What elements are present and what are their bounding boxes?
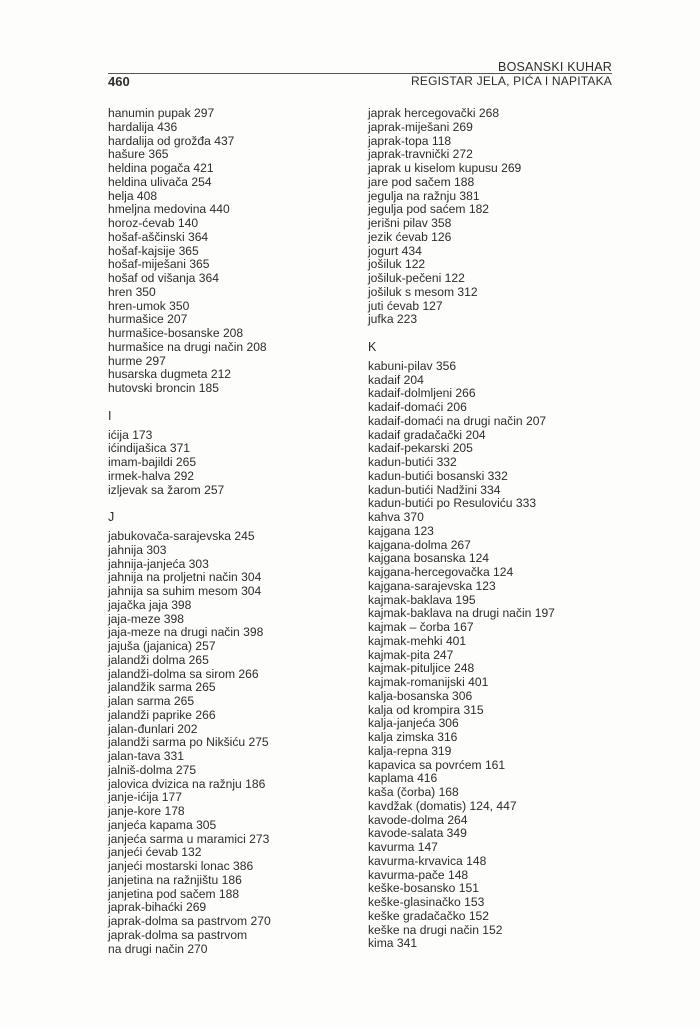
index-entry: hašure 365 <box>108 147 169 162</box>
index-entry: irmek-halva 292 <box>108 468 195 483</box>
index-column-right <box>368 107 618 951</box>
index-entry: kavurma-pače 148 <box>368 867 469 882</box>
index-entry: hošaf-kajsije 365 <box>108 243 199 258</box>
index-entry: jare pod sačem 188 <box>368 174 475 189</box>
index-entry: kalja od krompira 315 <box>368 702 484 717</box>
index-entry: heldina pogača 421 <box>108 161 214 175</box>
index-entry: kavode-dolma 264 <box>368 812 468 827</box>
index-entry: janjeći ćevab 132 <box>108 845 202 860</box>
index-entry: japrak-topa 118 <box>368 133 452 148</box>
index-entry: kajmak-pita 247 <box>368 647 454 662</box>
index-entry: japrak-travnički 272 <box>368 147 473 162</box>
index-entry: kajgana-dolma 267 <box>368 537 471 552</box>
index-entry: jalovica dvizica na ražnju 186 <box>108 776 266 791</box>
index-entry: janje-ićija 177 <box>108 790 182 805</box>
index-entry: hurmašice 207 <box>108 312 188 327</box>
index-entry: hardalija 436 <box>108 119 178 134</box>
index-entry: jajuša (jajanica) 257 <box>108 639 216 653</box>
index-entry: horoz-ćevab 140 <box>108 216 199 230</box>
index-entry: japrak-dolma sa pastrvom <box>108 927 248 942</box>
index-entry: jahnija 303 <box>108 542 167 557</box>
index-entry: janje-kore 178 <box>108 804 185 818</box>
index-entry: kajmak-baklava 195 <box>368 592 476 607</box>
index-entry: keške na drugi način 152 <box>368 922 503 937</box>
index-entry: keške gradačačko 152 <box>368 908 490 923</box>
index-entry: jegulja na ražnju 381 <box>368 188 480 203</box>
index-entry: kadun-butići po Resuloviću 333 <box>368 496 537 511</box>
index-entry: kavurma 147 <box>368 840 438 854</box>
index-entry: hren-umok 350 <box>108 298 190 313</box>
index-entry: helja 408 <box>108 188 158 203</box>
index-entry: kadaif gradačački 204 <box>368 427 486 442</box>
index-entry: kahva 370 <box>368 510 424 524</box>
section-letter: J <box>108 510 115 525</box>
index-entry: janjeći mostarski lonac 386 <box>108 859 254 873</box>
index-entry: ićindijašica 371 <box>108 441 191 456</box>
index-entry: japrak-dolma sa pastrvom 270 <box>108 914 271 928</box>
index-entry: kajgana-sarajevska 123 <box>368 578 496 593</box>
index-entry: hošaf od višanja 364 <box>108 271 219 285</box>
index-entry: jalandži sarma po Nikšiću 275 <box>108 735 269 750</box>
index-entry: kavurma-krvavica 148 <box>368 853 487 868</box>
index-entry: kalja zimska 316 <box>368 730 458 744</box>
index-entry: jalan-đunlari 202 <box>108 721 198 736</box>
index-entry: imam-bajildi 265 <box>108 455 197 469</box>
index-entry: kadun-butići 332 <box>368 455 457 469</box>
index-entry: jerišni pilav 358 <box>368 216 452 230</box>
index-entry: jahnija na proljetni način 304 <box>108 570 262 585</box>
index-entry: jezik ćevab 126 <box>368 229 452 244</box>
index-entry: jalan sarma 265 <box>108 694 195 708</box>
index-entry: kavdžak (domatis) 124, 447 <box>368 798 517 813</box>
index-entry: hmeljna medovina 440 <box>108 202 230 217</box>
index-entry: kadaif-domaći 206 <box>368 400 467 414</box>
index-entry: jalandži dolma 265 <box>108 652 209 667</box>
index-entry: kapavica sa povrćem 161 <box>368 757 506 772</box>
index-entry: jalandži paprike 266 <box>108 707 216 722</box>
index-entry: husarska dugmeta 212 <box>108 367 232 382</box>
index-entry: kadaif-domaći na drugi način 207 <box>368 413 547 428</box>
index-entry: kadun-butići bosanski 332 <box>368 468 508 483</box>
index-entry: jalandžik sarma 265 <box>108 680 216 695</box>
index-entry: jalandži-dolma sa sirom 266 <box>108 666 259 681</box>
index-entry: jabukovača-sarajevska 245 <box>108 529 255 543</box>
index-entry: kajmak-pituljice 248 <box>368 661 475 676</box>
section-letter: I <box>108 408 112 423</box>
page-number: 460 <box>108 74 130 89</box>
index-entry: kaša (čorba) 168 <box>368 785 459 799</box>
index-entry: jaja-meze na drugi način 398 <box>108 625 264 640</box>
index-entry: keške-glasinačko 153 <box>368 895 485 909</box>
index-entry: izljevak sa žarom 257 <box>108 482 225 497</box>
index-entry: kalja-janjeća 306 <box>368 716 459 731</box>
index-entry: na drugi način 270 <box>108 941 208 956</box>
index-entry: kajmak-baklava na drugi način 197 <box>368 606 555 621</box>
index-entry: kadun-butići Nadžini 334 <box>368 482 501 497</box>
index-entry: hurmašice-bosanske 208 <box>108 326 244 340</box>
section-letter: K <box>368 340 377 354</box>
index-entry: jalniš-dolma 275 <box>108 762 197 777</box>
index-entry: japrak-bihaćki 269 <box>108 900 207 915</box>
index-entry: janjeća kapama 305 <box>108 817 217 832</box>
index-entry: ićija 173 <box>108 427 153 442</box>
index-entry: hren 350 <box>108 284 156 299</box>
index-entry: jošiluk s mesom 312 <box>368 284 478 299</box>
index-entry: janjetina pod sačem 188 <box>108 886 240 901</box>
book-title: BOSANSKI KUHAR <box>498 60 612 74</box>
index-entry: janjeća sarma u maramici 273 <box>108 831 270 846</box>
index-entry: japrak hercegovački 268 <box>368 106 500 120</box>
index-entry: kajgana bosanska 124 <box>368 551 490 566</box>
index-entry: hurme 297 <box>108 353 166 368</box>
index-entry: hošaf-miješani 365 <box>108 257 210 272</box>
running-header <box>411 60 612 88</box>
index-entry: kalja-repna 319 <box>368 743 452 758</box>
index-entry: kajmak – čorba 167 <box>368 620 474 634</box>
index-column-left <box>108 107 358 956</box>
index-entry: kajgana 123 <box>368 523 434 538</box>
index-entry: kadaif 204 <box>368 372 424 387</box>
index-entry: jufka 223 <box>368 312 418 327</box>
index-entry: hardalija od grožđa 437 <box>108 133 235 148</box>
index-entry: kajmak-mehki 401 <box>368 633 467 648</box>
index-entry: japrak u kiselom kupusu 269 <box>368 161 522 175</box>
index-entry: jahnija sa suhim mesom 304 <box>108 584 262 598</box>
index-entry: janjetina na ražnjištu 186 <box>108 872 242 887</box>
index-entry: kadaif-dolmljeni 266 <box>368 386 476 401</box>
index-entry: kajmak-romanijski 401 <box>368 675 489 689</box>
index-entry: hošaf-aščinski 364 <box>108 229 209 244</box>
index-entry: kaplama 416 <box>368 771 438 786</box>
index-entry: jogurt 434 <box>368 243 422 258</box>
index-entry: jajačka jaja 398 <box>108 597 192 612</box>
index-entry: heldina ulivača 254 <box>108 174 212 189</box>
index-entry: hurmašice na drugi način 208 <box>108 339 267 354</box>
index-entry: kima 341 <box>368 936 418 951</box>
index-entry: jalan-tava 331 <box>108 749 184 763</box>
index-entry: jošiluk 122 <box>368 257 426 272</box>
index-entry: kabuni-pilav 356 <box>368 358 457 373</box>
index-entry: hutovski broncin 185 <box>108 381 219 395</box>
index-entry: jahnija-janjeća 303 <box>108 556 209 571</box>
index-entry: kadaif-pekarski 205 <box>368 441 473 456</box>
index-entry: jegulja pod saćem 182 <box>368 202 490 217</box>
index-entry: jaja-meze 398 <box>108 611 184 626</box>
index-entry: jošiluk-pečeni 122 <box>368 271 465 285</box>
index-entry: juti ćevab 127 <box>368 298 443 313</box>
index-entry: kavode-salata 349 <box>368 826 467 841</box>
index-entry: kajgana-hercegovačka 124 <box>368 565 514 579</box>
header-divider <box>108 73 612 74</box>
section-title: REGISTAR JELA, PIĆA I NAPITAKA <box>411 74 612 88</box>
index-entry: hanumin pupak 297 <box>108 106 215 120</box>
index-entry: kalja-bosanska 306 <box>368 688 473 703</box>
index-entry: japrak-miješani 269 <box>368 119 473 134</box>
index-entry: keške-bosansko 151 <box>368 881 479 896</box>
